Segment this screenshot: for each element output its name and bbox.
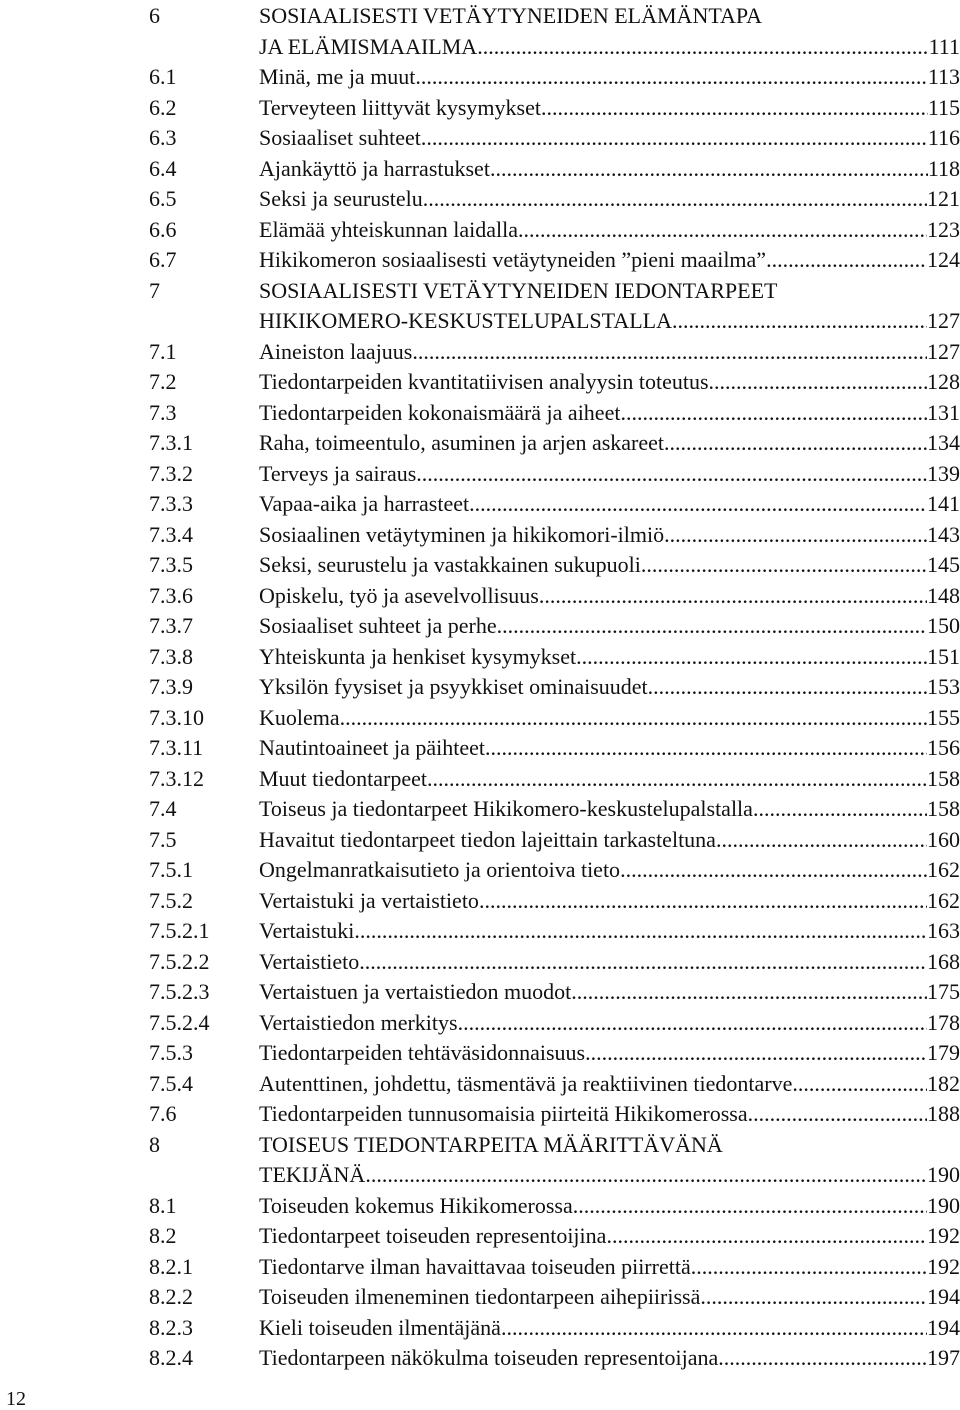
toc-entry[interactable]: [149, 154, 960, 185]
toc-entry-number: 7.5.2.2: [149, 948, 210, 974]
toc-entry-title: Sosiaalinen vetäytyminen ja hikikomori-ilmiö: [259, 521, 665, 547]
dot-leader: [423, 184, 927, 215]
toc-entry-title: Seksi ja seurustelu: [259, 186, 423, 211]
toc-entry[interactable]: [149, 794, 960, 825]
dot-leader: [412, 337, 927, 368]
toc-entry-number: 7.4: [149, 796, 177, 821]
toc-entry-body: [259, 123, 960, 154]
toc-entry[interactable]: [149, 764, 960, 795]
dot-leader: [477, 32, 928, 63]
toc-entry-page: 145: [927, 552, 960, 577]
toc-entry-body: [259, 550, 960, 581]
toc-entry-body: [259, 215, 960, 246]
toc-entry-title: Toiseuden kokemus Hikikomerossa: [259, 1192, 573, 1218]
toc-entry-body: [259, 337, 960, 368]
toc-entry-number: 7.5.1: [149, 857, 193, 882]
toc-entry[interactable]: [149, 1191, 960, 1222]
toc-entry-number: 8: [149, 1131, 160, 1157]
toc-entry-page: 190: [927, 1192, 960, 1218]
dot-leader: [365, 1160, 927, 1191]
toc-entry[interactable]: [149, 1008, 960, 1039]
toc-entry-page: 153: [927, 674, 960, 699]
toc-entry[interactable]: [149, 215, 960, 246]
dot-leader: [485, 733, 927, 764]
toc-entry-title: Tiedontarve ilman havaittavaa toiseuden piirrettä: [259, 1253, 691, 1279]
toc-entry-number: 7.3.1: [149, 430, 193, 455]
dot-leader: [748, 1099, 927, 1130]
toc-entry-title: Sosiaaliset suhteet: [259, 125, 421, 150]
dot-leader: [700, 1282, 927, 1313]
toc-entry-title: Havaitut tiedontarpeet tiedon lajeittain tarkasteltuna: [259, 826, 716, 852]
dot-leader: [691, 1252, 927, 1283]
dot-leader: [469, 489, 927, 520]
toc-entry-page: 131: [927, 399, 960, 425]
toc-entry[interactable]: [149, 520, 960, 551]
toc-entry[interactable]: [149, 1099, 960, 1130]
toc-entry-number: 7.3.4: [149, 521, 193, 547]
toc-entry-number: 7.3.9: [149, 674, 193, 699]
toc-entry[interactable]: [149, 1282, 960, 1313]
toc-entry-page: 188: [927, 1101, 960, 1126]
toc-entry-number: 7.5.4: [149, 1070, 193, 1096]
toc-entry-page: 178: [927, 1009, 960, 1035]
toc-entry-title: Ajankäyttö ja harrastukset: [259, 155, 490, 181]
toc-entry-body: [259, 459, 960, 490]
page-number: 12: [6, 1388, 26, 1410]
toc-entry-title: Tiedontarpeiden tunnusomaisia piirteitä Hikikomerossa: [259, 1101, 748, 1126]
toc-entry[interactable]: [149, 398, 960, 429]
toc-entry-body: [259, 825, 960, 856]
toc-entry-number: 7.6: [149, 1101, 177, 1126]
toc-entry-number: 7: [149, 277, 160, 303]
toc-entry[interactable]: [149, 459, 960, 490]
toc-entry-body: [259, 398, 960, 429]
toc-entry[interactable]: [149, 337, 960, 368]
toc-entry-body: [259, 428, 960, 459]
toc-entry-page: 168: [927, 948, 960, 974]
toc-entry-body: [259, 855, 960, 886]
toc-entry-title: Raha, toimeentulo, asuminen ja arjen askareet: [259, 430, 665, 455]
dot-leader: [648, 672, 927, 703]
dot-leader: [641, 550, 927, 581]
toc-entry-body: [259, 1099, 960, 1130]
toc-entry-title: SOSIAALISESTI VETÄYTYNEIDEN ELÄMÄNTAPA: [259, 3, 763, 28]
toc-entry[interactable]: [149, 1343, 960, 1374]
toc-entry-page: 163: [927, 918, 960, 943]
toc-entry-page: 158: [927, 796, 960, 821]
toc-entry-body: [259, 367, 960, 398]
toc-entry[interactable]: [149, 1130, 960, 1191]
toc-entry-title: Yhteiskunta ja henkiset kysymykset: [259, 643, 577, 669]
dot-leader: [573, 1191, 927, 1222]
toc-entry-number: 7.2: [149, 369, 177, 394]
toc-entry-number: 7.3.10: [149, 704, 204, 730]
toc-entry-body: [259, 184, 960, 215]
toc-entry-page: 162: [927, 857, 960, 882]
toc-entry-title: Opiskelu, työ ja asevelvollisuus: [259, 582, 539, 608]
toc-entry-title: Toiseus ja tiedontarpeet Hikikomero-keskustelupalstalla: [259, 796, 753, 821]
dot-leader: [664, 520, 927, 551]
toc-entry-title: Vertaistuki: [259, 918, 355, 943]
toc-entry-number: 8.1: [149, 1192, 177, 1218]
toc-entry-number: 7.5.2.3: [149, 979, 210, 1004]
toc-entry[interactable]: [149, 1252, 960, 1283]
dot-leader: [792, 1069, 927, 1100]
dot-leader: [497, 611, 927, 642]
toc-entry-page: 127: [927, 338, 960, 364]
toc-entry-body: [259, 672, 960, 703]
toc-entry-page: 192: [927, 1223, 960, 1248]
toc-entry-page: 111: [928, 33, 960, 59]
toc-entry-number: 7.3.5: [149, 552, 193, 577]
toc-entry-title: Vertaistuen ja vertaistiedon muodot: [259, 979, 572, 1004]
toc-entry-number: 7.1: [149, 338, 177, 364]
dot-leader: [576, 642, 927, 673]
dot-leader: [415, 62, 927, 93]
toc-entry-body: [259, 733, 960, 764]
toc-entry-body: [259, 1, 960, 62]
toc-entry[interactable]: [149, 581, 960, 612]
toc-entry-body: [259, 154, 960, 185]
dot-leader: [718, 1343, 927, 1374]
toc-entry-title: Vapaa-aika ja harrasteet: [259, 491, 470, 516]
toc-entry[interactable]: [149, 62, 960, 93]
toc-entry-body: [259, 916, 960, 947]
toc-entry-number: 7.3.11: [149, 735, 204, 760]
toc-entry-number: 7.5.2: [149, 887, 193, 913]
toc-entry-body: [259, 1221, 960, 1252]
toc-entry-page: 113: [927, 64, 960, 89]
toc-entry-number: 6.6: [149, 216, 177, 242]
toc-entry[interactable]: [149, 642, 960, 673]
toc-entry-number: 8.2.3: [149, 1314, 193, 1340]
toc-entry-body: [259, 1343, 960, 1374]
dot-leader: [518, 215, 927, 246]
dot-leader: [416, 459, 927, 490]
toc-entry[interactable]: [149, 93, 960, 124]
toc-entry-number: 7.5.3: [149, 1040, 193, 1065]
toc-entry-page: 124: [927, 247, 960, 272]
dot-leader: [606, 1221, 927, 1252]
toc-entry-page: 115: [927, 94, 960, 120]
toc-entry-title: Nautintoaineet ja päihteet: [259, 735, 486, 760]
dot-leader: [716, 825, 927, 856]
toc-entry-body: [259, 245, 960, 276]
dot-leader: [354, 916, 927, 947]
toc-entry[interactable]: [149, 733, 960, 764]
toc-entry-title: Minä, me ja muut: [259, 64, 416, 89]
toc-entry-page: 116: [927, 125, 960, 150]
toc-entry-body: [259, 489, 960, 520]
dot-leader: [672, 306, 927, 337]
toc-entry-page: 194: [927, 1284, 960, 1309]
toc-entry-body: [259, 1130, 960, 1191]
toc-entry-number: 6.1: [149, 64, 177, 89]
toc-entry[interactable]: [149, 1313, 960, 1344]
dot-leader: [571, 977, 927, 1008]
toc-entry-title: Vertaistiedon merkitys: [259, 1009, 458, 1035]
toc-entry-page: 121: [927, 186, 960, 211]
toc-entry[interactable]: [149, 245, 960, 276]
toc-entry-page: 139: [927, 460, 960, 486]
toc-entry-body: [259, 93, 960, 124]
toc-entry-body: [259, 794, 960, 825]
toc-entry-title: Sosiaaliset suhteet ja perhe: [259, 613, 497, 638]
toc-entry-page: 128: [927, 369, 960, 394]
toc-entry-title: Tiedontarpeiden kokonaismäärä ja aiheet: [259, 399, 621, 425]
dot-leader: [585, 1038, 927, 1069]
toc-entry-number: 6.3: [149, 125, 177, 150]
toc-entry-number: 8.2.4: [149, 1345, 193, 1370]
toc-entry-title: Kuolema: [259, 704, 340, 730]
dot-leader: [620, 855, 927, 886]
toc-entry-body: [259, 1191, 960, 1222]
toc-entry-title: Kieli toiseuden ilmentäjänä: [259, 1314, 501, 1340]
toc-entry-number: 6.2: [149, 94, 177, 120]
toc-entry-title: Terveys ja sairaus: [259, 460, 417, 486]
toc-entry[interactable]: [149, 703, 960, 734]
toc-entry-number: 7.3.8: [149, 643, 193, 669]
toc-entry-number: 8.2.2: [149, 1284, 193, 1309]
toc-entry-title: Elämää yhteiskunnan laidalla: [259, 216, 519, 242]
toc-entry-page: 197: [927, 1345, 960, 1370]
toc-entry-body: [259, 581, 960, 612]
toc-entry[interactable]: [149, 916, 960, 947]
toc-entry-title: Vertaistieto: [259, 948, 360, 974]
dot-leader: [458, 1008, 927, 1039]
toc-entry[interactable]: [149, 1069, 960, 1100]
toc-entry-body: [259, 947, 960, 978]
dot-leader: [479, 886, 927, 917]
toc-entry-number: 8.2.1: [149, 1253, 193, 1279]
toc-entry-body: [259, 1313, 960, 1344]
toc-entry-number: 7.3.7: [149, 613, 193, 638]
toc-entry-body: [259, 764, 960, 795]
toc-entry-number: 8.2: [149, 1223, 177, 1248]
toc-entry-title-continued: TEKIJÄNÄ: [259, 1162, 366, 1187]
toc-entry-body: [259, 1252, 960, 1283]
toc-entry[interactable]: [149, 1, 960, 62]
toc-entry-title: Yksilön fyysiset ja psyykkiset ominaisuudet: [259, 674, 648, 699]
toc-entry-page: 127: [927, 308, 960, 333]
toc-entry[interactable]: [149, 428, 960, 459]
toc-entry-number: 7.5: [149, 826, 177, 852]
toc-entry-page: 155: [927, 704, 960, 730]
toc-entry-page: 182: [927, 1070, 960, 1096]
toc-entry-title: SOSIAALISESTI VETÄYTYNEIDEN IEDONTARPEET: [259, 277, 778, 303]
toc-entry-page: 160: [927, 826, 960, 852]
dot-leader: [427, 764, 927, 795]
dot-leader: [501, 1313, 927, 1344]
toc-entry-title: Tiedontarpeet toiseuden representoijina: [259, 1223, 607, 1248]
table-of-contents: [149, 1, 960, 1374]
toc-entry-number: 7.5.2.4: [149, 1009, 210, 1035]
toc-entry-body: [259, 611, 960, 642]
toc-entry-number: 7.3: [149, 399, 177, 425]
toc-entry-page: 192: [927, 1253, 960, 1279]
toc-entry-number: 7.3.3: [149, 491, 193, 516]
toc-entry-number: 6: [149, 3, 160, 28]
dot-leader: [359, 947, 927, 978]
dot-leader: [664, 428, 927, 459]
toc-entry-number: 6.7: [149, 247, 177, 272]
toc-entry-title: Autenttinen, johdettu, täsmentävä ja reaktiivinen tiedontarve: [259, 1070, 793, 1096]
toc-entry[interactable]: [149, 855, 960, 886]
toc-entry-body: [259, 520, 960, 551]
toc-entry-title: Ongelmanratkaisutieto ja orientoiva tieto: [259, 857, 621, 882]
toc-entry-title: Toiseuden ilmeneminen tiedontarpeen aihepiirissä: [259, 1284, 701, 1309]
dot-leader: [421, 123, 928, 154]
toc-entry-title: Tiedontarpeiden kvantitatiivisen analyysin toteutus: [259, 369, 709, 394]
toc-entry[interactable]: [149, 977, 960, 1008]
toc-entry-title: Hikikomeron sosiaalisesti vetäytyneiden ”pieni maailma”: [259, 247, 767, 272]
dot-leader: [541, 93, 928, 124]
toc-entry-body: [259, 703, 960, 734]
toc-entry-page: 143: [927, 521, 960, 547]
toc-entry[interactable]: [149, 825, 960, 856]
toc-entry[interactable]: [149, 672, 960, 703]
toc-entry-page: 118: [927, 155, 960, 181]
toc-entry-page: 175: [927, 979, 960, 1004]
toc-entry-title-continued: JA ELÄMISMAAILMA: [259, 33, 478, 59]
toc-entry[interactable]: [149, 184, 960, 215]
toc-entry-page: 123: [927, 216, 960, 242]
toc-entry[interactable]: [149, 1221, 960, 1252]
toc-entry-title: Muut tiedontarpeet: [259, 765, 428, 791]
toc-entry[interactable]: [149, 550, 960, 581]
toc-entry-title: Seksi, seurustelu ja vastakkainen sukupuoli: [259, 552, 641, 577]
toc-entry-title: Tiedontarpeiden tehtäväsidonnaisuus: [259, 1040, 586, 1065]
dot-leader: [766, 245, 927, 276]
toc-entry-body: [259, 1069, 960, 1100]
toc-entry-title: TOISEUS TIEDONTARPEITA MÄÄRITTÄVÄNÄ: [259, 1131, 723, 1157]
toc-entry-body: [259, 1008, 960, 1039]
toc-entry-body: [259, 977, 960, 1008]
toc-entry-body: [259, 62, 960, 93]
toc-entry-page: 141: [927, 491, 960, 516]
toc-entry-page: 150: [927, 613, 960, 638]
toc-entry-page: 156: [927, 735, 960, 760]
dot-leader: [340, 703, 927, 734]
toc-entry-title: Aineiston laajuus: [259, 338, 413, 364]
toc-entry-body: [259, 1282, 960, 1313]
toc-entry-page: 190: [927, 1162, 960, 1187]
toc-entry-page: 194: [927, 1314, 960, 1340]
toc-entry-body: [259, 642, 960, 673]
toc-entry-page: 134: [927, 430, 960, 455]
toc-entry-body: [259, 886, 960, 917]
toc-entry-page: 158: [927, 765, 960, 791]
toc-entry-page: 162: [927, 887, 960, 913]
toc-entry-page: 151: [927, 643, 960, 669]
toc-entry[interactable]: [149, 489, 960, 520]
toc-entry-title: Tiedontarpeen näkökulma toiseuden representoijana: [259, 1345, 719, 1370]
toc-entry[interactable]: [149, 123, 960, 154]
dot-leader: [490, 154, 928, 185]
dot-leader: [753, 794, 927, 825]
toc-entry[interactable]: [149, 947, 960, 978]
toc-entry[interactable]: [149, 886, 960, 917]
toc-entry-body: [259, 276, 960, 337]
toc-entry-body: [259, 1038, 960, 1069]
toc-entry[interactable]: [149, 611, 960, 642]
toc-entry[interactable]: [149, 1038, 960, 1069]
dot-leader: [709, 367, 927, 398]
toc-entry[interactable]: [149, 276, 960, 337]
toc-entry-title: Terveyteen liittyvät kysymykset: [259, 94, 541, 120]
toc-entry-page: 148: [927, 582, 960, 608]
toc-entry-number: 7.5.2.1: [149, 918, 210, 943]
dot-leader: [539, 581, 927, 612]
toc-entry-number: 6.5: [149, 186, 177, 211]
toc-entry-number: 6.4: [149, 155, 177, 181]
toc-entry-number: 7.3.6: [149, 582, 193, 608]
dot-leader: [620, 398, 927, 429]
toc-entry-title: Vertaistuki ja vertaistieto: [259, 887, 479, 913]
toc-entry[interactable]: [149, 367, 960, 398]
toc-entry-title-continued: HIKIKOMERO-KESKUSTELUPALSTALLA: [259, 308, 672, 333]
toc-entry-number: 7.3.12: [149, 765, 204, 791]
toc-entry-number: 7.3.2: [149, 460, 193, 486]
toc-entry-page: 179: [927, 1040, 960, 1065]
